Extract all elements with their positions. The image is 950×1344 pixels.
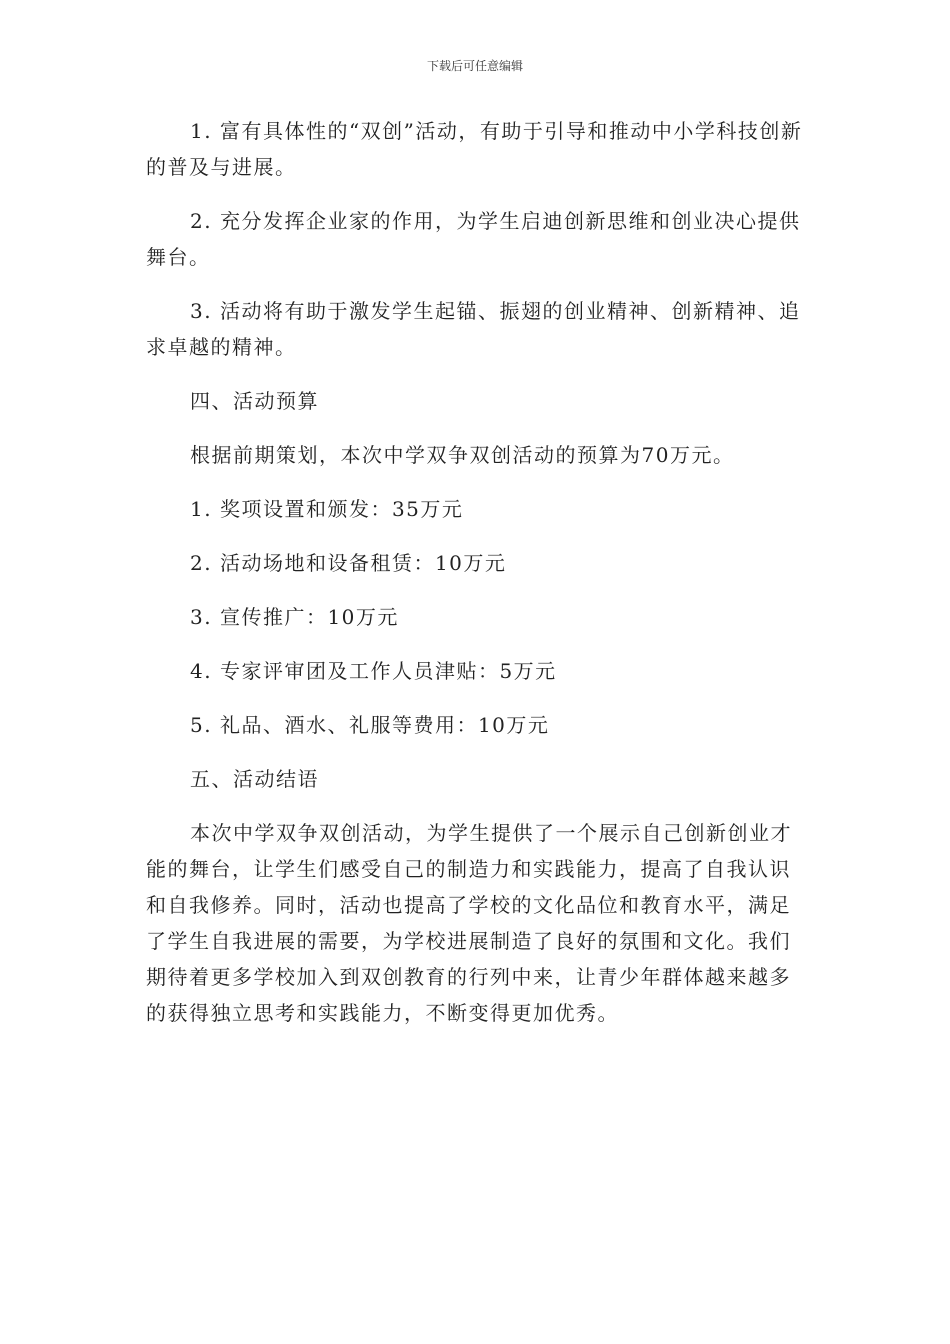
budget-item-5: 5. 礼品、酒水、礼服等费用：10万元 [190,713,550,737]
page-header: 下载后可任意编辑 [426,59,523,73]
budget-item-3: 3. 宣传推广：10万元 [190,605,399,629]
budget-item-2: 2. 活动场地和设备租赁：10万元 [190,551,507,575]
budget-item-4: 4. 专家评审团及工作人员津贴：5万元 [190,659,557,683]
document-body [146,113,808,1031]
budget-item-1: 1. 奖项设置和颁发：35万元 [190,497,464,521]
benefit-item-1: 1. 富有具体性的“双创”活动，有助于引导和推动中小学科技创新的普及与进展。 [146,119,803,179]
conclusion-paragraph: 本次中学双争双创活动，为学生提供了一个展示自己创新创业才能的舞台，让学生们感受自己的制造力和实践能力，提高了自我认识和自我修养。同时，活动也提高了学校的文化品位和教育水平，满足了学生自我进展的需要，为学校进展制造了良好的氛围和文化。我们期待着更多学校加入到双创教育的行列中来，让青少年群体越来越多的获得独立思考和实践能力，不断变得更加优秀。 [146,821,792,1025]
section-heading-conclusion: 五、活动结语 [190,767,319,791]
benefit-item-2: 2. 充分发挥企业家的作用，为学生启迪创新思维和创业决心提供舞台。 [146,209,801,269]
budget-intro: 根据前期策划，本次中学双争双创活动的预算为70万元。 [190,443,735,467]
benefit-item-3: 3. 活动将有助于激发学生起锚、振翅的创业精神、创新精神、追求卓越的精神。 [146,299,801,359]
section-heading-budget: 四、活动预算 [190,389,319,413]
